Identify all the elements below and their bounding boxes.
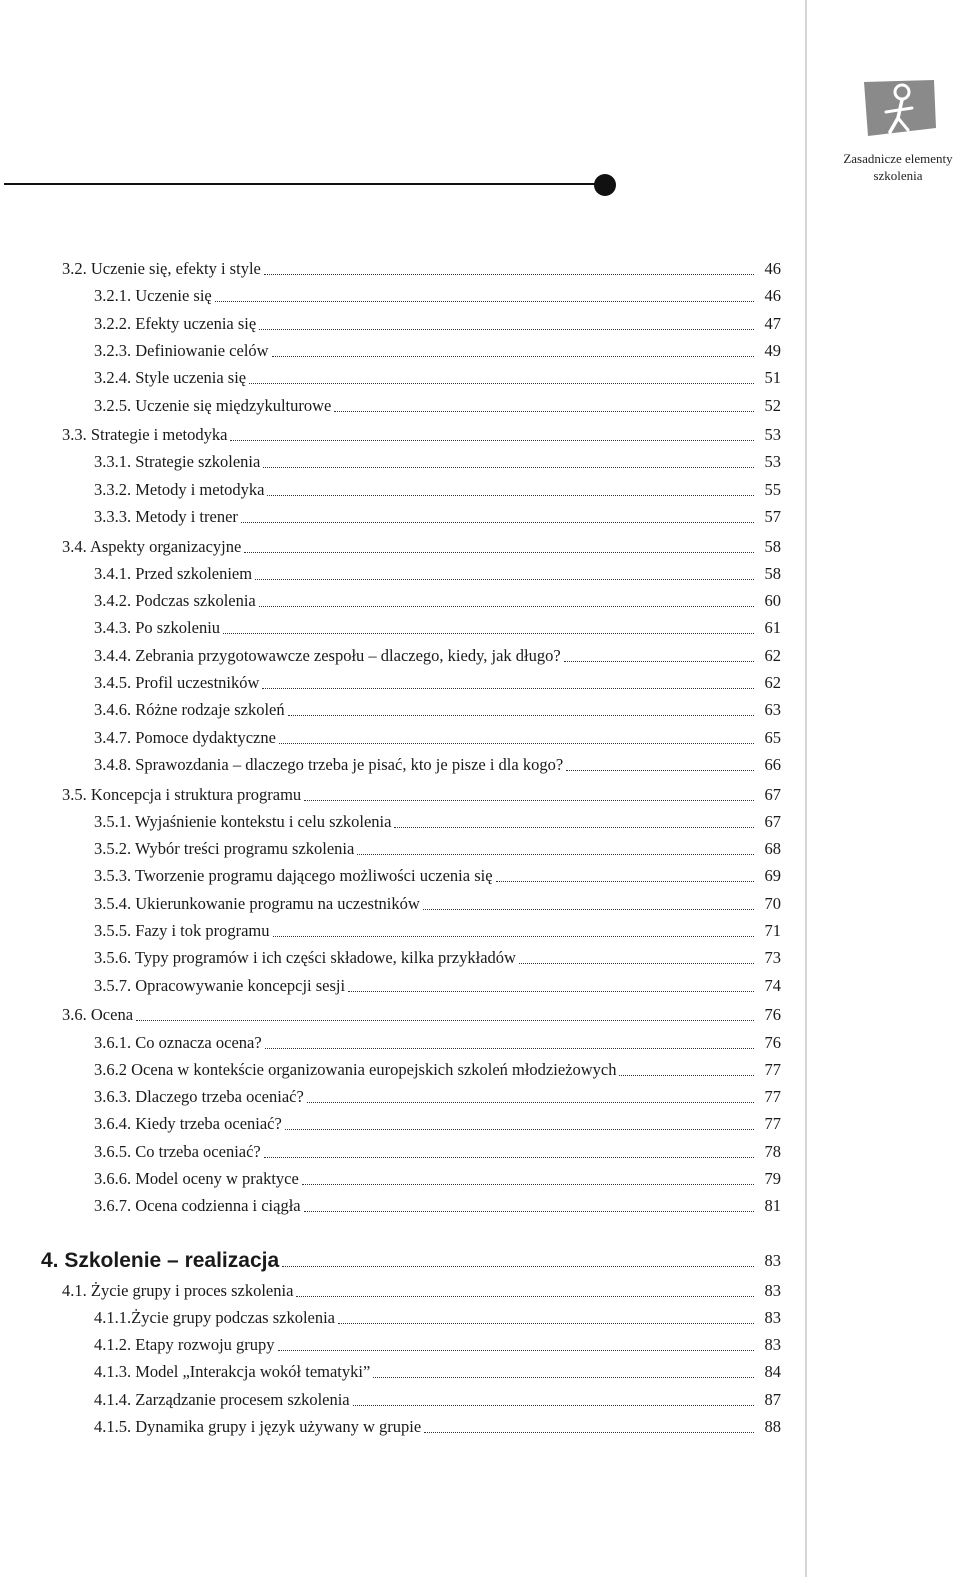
toc-leader-dots (304, 800, 754, 801)
toc-leader-dots (619, 1075, 754, 1076)
toc-entry-label: 3.2.2. Efekty uczenia się (94, 313, 257, 333)
toc-leader-dots (265, 1048, 754, 1049)
toc-leader-dots (264, 274, 754, 275)
toc-page-number: 84 (764, 1362, 781, 1382)
toc-entry-label: 3.4.7. Pomoce dydaktyczne (94, 727, 276, 747)
toc-leader-dots (223, 633, 754, 634)
toc-page-number: 62 (764, 645, 781, 665)
toc-page-number: 83 (764, 1251, 781, 1270)
toc-entry-label: 3.5.4. Ukierunkowanie programu na uczestników (94, 893, 420, 913)
toc-page-number: 74 (764, 975, 781, 995)
toc-entry[interactable] (0, 449, 800, 475)
chapter-side-title: Zasadnicze elementy szkolenia (843, 151, 953, 183)
toc-entry[interactable] (0, 1139, 800, 1165)
toc-entry[interactable] (0, 561, 800, 587)
toc-entry[interactable] (0, 1278, 800, 1304)
toc-entry[interactable] (0, 283, 800, 309)
toc-entry[interactable] (0, 918, 800, 944)
toc-leader-dots (215, 301, 754, 302)
toc-entry[interactable] (0, 1057, 800, 1083)
toc-leader-dots (278, 1350, 754, 1351)
toc-entry-label: 3.6.3. Dlaczego trzeba oceniać? (94, 1087, 304, 1107)
toc-leader-dots (496, 881, 754, 882)
toc-entry-label: 3.4.6. Różne rodzaje szkoleń (94, 700, 285, 720)
toc-entry-label: 3.2.3. Definiowanie celów (94, 340, 269, 360)
toc-leader-dots (288, 715, 754, 716)
toc-entry[interactable] (0, 1166, 800, 1192)
toc-entry[interactable] (0, 1193, 800, 1219)
toc-page-number: 77 (764, 1114, 781, 1134)
margin-rule (805, 0, 807, 1577)
toc-entry-label: 3.6.1. Co oznacza ocena? (94, 1032, 262, 1052)
toc-page-number: 83 (764, 1307, 781, 1327)
toc-entry[interactable] (0, 1305, 800, 1331)
toc-entry[interactable] (0, 945, 800, 971)
toc-entry-label: 4.1.3. Model „Interakcja wokół tematyki” (94, 1362, 371, 1382)
toc-entry-label: 3.6. Ocena (62, 1005, 134, 1025)
toc-entry-label: 4.1.4. Zarządzanie procesem szkolenia (94, 1389, 350, 1409)
toc-page-number: 88 (764, 1417, 781, 1436)
toc-leader-dots (296, 1296, 754, 1297)
toc-entry-label: 3.5.1. Wyjaśnienie kontekstu i celu szkolenia (94, 811, 392, 831)
toc-leader-dots (244, 552, 754, 553)
toc-page-number: 49 (764, 340, 781, 360)
toc-entry[interactable] (0, 725, 800, 751)
toc-page-number: 53 (764, 452, 781, 472)
toc-page-number: 58 (764, 563, 781, 583)
toc-page-number: 47 (764, 313, 781, 333)
toc-page-number: 70 (764, 893, 781, 913)
toc-leader-dots (249, 383, 754, 384)
toc-entry-label: 3.5.7. Opracowywanie koncepcji sesji (94, 975, 346, 995)
toc-entry-label: 3.2.1. Uczenie się (94, 286, 212, 306)
toc-entry-label: 3.6.6. Model oceny w praktyce (94, 1169, 299, 1188)
toc-entry[interactable] (0, 782, 800, 808)
header-rule (4, 183, 602, 185)
toc-entry[interactable] (0, 1111, 800, 1137)
toc-page-number: 83 (764, 1280, 781, 1300)
toc-entry[interactable] (0, 863, 800, 889)
toc-entry-label: 4. Szkolenie – realizacja (41, 1249, 280, 1272)
toc-entry[interactable] (0, 1332, 800, 1358)
toc-leader-dots (241, 522, 754, 523)
toc-entry-label: 3.4.8. Sprawozdania – dlaczego trzeba je pisać, kto je pisze i dla kogo? (94, 754, 564, 774)
toc-entry[interactable] (0, 1359, 800, 1385)
toc-page-number: 51 (764, 368, 781, 388)
toc-page-number: 65 (764, 727, 781, 747)
header-dot (594, 174, 616, 196)
toc-entry[interactable] (0, 1414, 800, 1440)
toc-page-number: 60 (764, 591, 781, 611)
toc-entry-label: 3.6.5. Co trzeba oceniać? (94, 1141, 261, 1161)
toc-entry-label: 3.6.4. Kiedy trzeba oceniać? (94, 1114, 282, 1134)
toc-entry[interactable] (0, 670, 800, 696)
toc-leader-dots (259, 329, 754, 330)
toc-page-number: 57 (764, 506, 781, 526)
toc-page-number: 46 (764, 286, 781, 306)
toc-entry[interactable] (0, 1002, 800, 1028)
toc-entry[interactable] (0, 534, 800, 560)
toc-leader-dots (304, 1211, 754, 1212)
toc-page-number: 79 (764, 1169, 781, 1188)
toc-entry-label: 3.4.2. Podczas szkolenia (94, 591, 256, 611)
toc-entry[interactable] (0, 422, 800, 448)
toc-entry-label: 4.1.2. Etapy rozwoju grupy (94, 1335, 275, 1355)
toc-page-number: 67 (764, 811, 781, 831)
toc-entry-label: 3.5.5. Fazy i tok programu (94, 921, 270, 940)
toc-leader-dots (566, 770, 754, 771)
chapter-logo-icon (862, 78, 938, 140)
toc-entry[interactable] (0, 338, 800, 364)
toc-entry[interactable] (0, 973, 800, 999)
toc-entry[interactable] (0, 1387, 800, 1413)
toc-page-number: 67 (764, 784, 781, 804)
toc-entry-label: 3.5.2. Wybór treści programu szkolenia (94, 839, 355, 859)
toc-leader-dots (285, 1129, 754, 1130)
toc-page-number: 69 (764, 866, 781, 886)
toc-page-number: 77 (764, 1087, 781, 1107)
toc-entry[interactable] (0, 477, 800, 503)
toc-page-number: 63 (764, 700, 781, 720)
toc-entry-label: 4.1.5. Dynamika grupy i język używany w grupie (94, 1417, 422, 1436)
toc-leader-dots (394, 827, 754, 828)
toc-entry-label: 3.3.3. Metody i trener (94, 506, 238, 526)
toc-entry[interactable] (0, 836, 800, 862)
toc-entry-label: 3.4.4. Zebrania przygotowawcze zespołu – dlaczego, kiedy, jak długo? (94, 645, 561, 665)
toc-page-number: 66 (764, 754, 781, 774)
toc-entry-label: 3.4. Aspekty organizacyjne (62, 536, 242, 556)
toc-page-number: 76 (764, 1005, 781, 1025)
toc-entry[interactable] (0, 365, 800, 391)
toc-entry[interactable] (0, 1030, 800, 1056)
toc-leader-dots (272, 356, 754, 357)
toc-leader-dots (307, 1102, 754, 1103)
toc-entry-label: 4.1. Życie grupy i proces szkolenia (62, 1280, 294, 1300)
toc-entry-label: 3.5.3. Tworzenie programu dającego możliwości uczenia się (94, 866, 493, 886)
toc-page-number: 76 (764, 1032, 781, 1052)
toc-entry-label: 4.1.1.Życie grupy podczas szkolenia (94, 1307, 336, 1327)
toc-leader-dots (373, 1377, 754, 1378)
toc-leader-dots (302, 1184, 754, 1185)
toc-leader-dots (353, 1405, 754, 1406)
toc-entry-label: 3.2. Uczenie się, efekty i style (62, 259, 261, 278)
toc-chapter-entry[interactable] (0, 1248, 800, 1274)
toc-leader-dots (230, 440, 754, 441)
toc-entry-label: 3.4.3. Po szkoleniu (94, 618, 221, 638)
toc-page-number: 71 (764, 921, 781, 940)
toc-leader-dots (136, 1020, 754, 1021)
toc-page-number: 81 (764, 1196, 781, 1216)
toc-entry-label: 3.2.4. Style uczenia się (94, 368, 247, 388)
toc-leader-dots (519, 963, 754, 964)
toc-page-number: 78 (764, 1141, 781, 1161)
toc-entry[interactable] (0, 752, 800, 778)
toc-page-number: 55 (764, 479, 781, 499)
toc-leader-dots (338, 1323, 754, 1324)
toc-entry[interactable] (0, 809, 800, 835)
toc-entry[interactable] (0, 615, 800, 641)
toc-entry[interactable] (0, 393, 800, 419)
toc-entry[interactable] (0, 697, 800, 723)
toc-leader-dots (255, 579, 754, 580)
toc-leader-dots (357, 854, 754, 855)
toc-page-number: 87 (764, 1389, 781, 1409)
toc-entry-label: 3.6.2 Ocena w kontekście organizowania europejskich szkoleń młodzieżowych (94, 1059, 617, 1079)
toc-entry[interactable] (0, 504, 800, 530)
toc-entry-label: 3.4.1. Przed szkoleniem (94, 563, 253, 583)
toc-entry-label: 3.6.7. Ocena codzienna i ciągła (94, 1196, 301, 1216)
toc-leader-dots (259, 606, 754, 607)
toc-entry-label: 3.4.5. Profil uczestników (94, 673, 260, 692)
toc-leader-dots (263, 467, 754, 468)
toc-entry-label: 3.3.2. Metody i metodyka (94, 479, 265, 499)
toc-entry[interactable] (0, 643, 800, 669)
toc-entry[interactable] (0, 311, 800, 337)
toc-entry[interactable] (0, 1084, 800, 1110)
toc-entry-label: 3.2.5. Uczenie się międzykulturowe (94, 395, 332, 415)
toc-page-number: 58 (764, 536, 781, 556)
toc-page-number: 52 (764, 395, 781, 415)
toc-leader-dots (279, 743, 754, 744)
toc-entry-label: 3.3. Strategie i metodyka (62, 425, 228, 444)
toc-entry[interactable] (0, 588, 800, 614)
toc-entry-label: 3.3.1. Strategie szkolenia (94, 452, 261, 472)
toc-leader-dots (348, 991, 754, 992)
toc-entry[interactable] (0, 891, 800, 917)
toc-entry-label: 3.5.6. Typy programów i ich części składowe, kilka przykładów (94, 948, 516, 968)
toc-page-number: 83 (764, 1335, 781, 1355)
toc-entry[interactable] (0, 256, 800, 282)
toc-leader-dots (334, 411, 754, 412)
toc-page-number: 62 (764, 673, 781, 692)
toc-page-number: 77 (764, 1059, 781, 1079)
toc-leader-dots (424, 1432, 754, 1433)
toc-leader-dots (564, 661, 754, 662)
toc-leader-dots (282, 1266, 754, 1267)
toc-page-number: 73 (764, 948, 781, 968)
toc-entry-label: 3.5. Koncepcja i struktura programu (62, 784, 302, 804)
toc-page-number: 46 (764, 259, 781, 278)
toc-page-number: 53 (764, 425, 781, 444)
toc-leader-dots (423, 909, 754, 910)
toc-page-number: 68 (764, 839, 781, 859)
toc-page-number: 61 (764, 618, 781, 638)
toc-leader-dots (273, 936, 754, 937)
toc-leader-dots (264, 1157, 754, 1158)
toc-leader-dots (267, 495, 754, 496)
toc-leader-dots (262, 688, 754, 689)
